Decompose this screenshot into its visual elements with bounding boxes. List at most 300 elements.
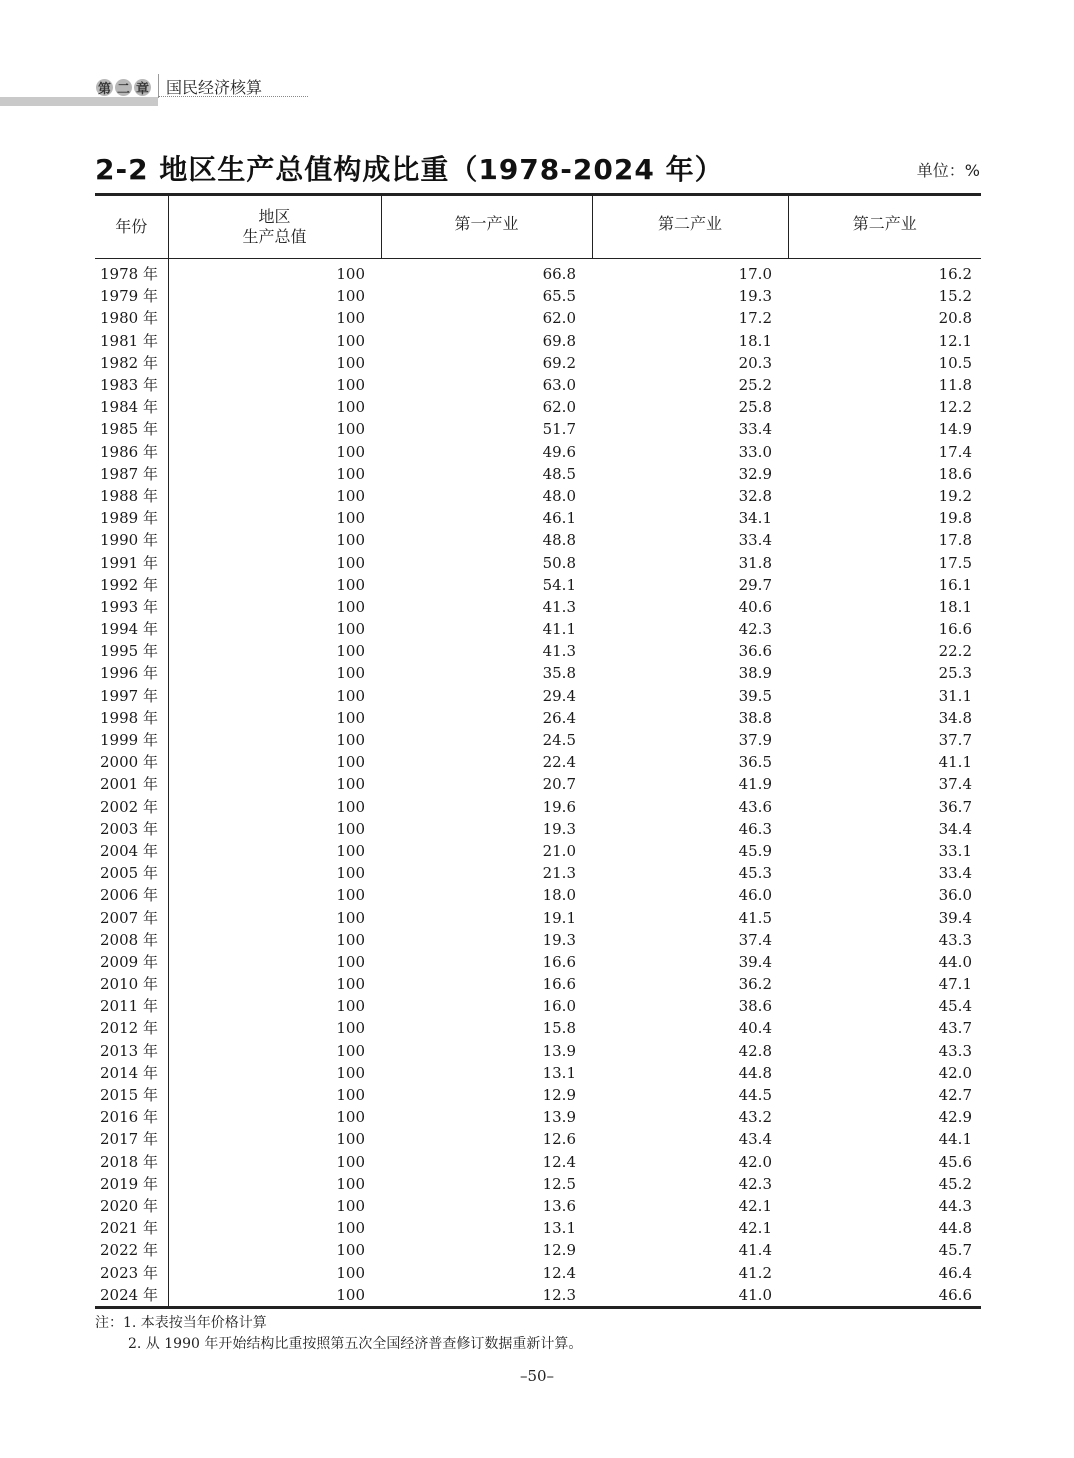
chapter-name: 国民经济核算 [166,78,263,97]
value-cell: 100 [336,753,365,772]
year-cell: 1982 年 [95,352,168,374]
value-cell: 45.2 [938,1174,972,1193]
value-cell: 63.0 [542,376,576,395]
value-cell: 37.4 [938,775,972,794]
table-row [95,1195,981,1217]
chapter-badge-char: 二 [115,79,132,96]
year-cell: 2023 年 [95,1261,168,1283]
year-cell: 2016 年 [95,1106,168,1128]
page-number: –50– [519,1367,555,1385]
value-cell: 69.8 [542,331,576,350]
year-cell: 1990 年 [95,529,168,551]
year-cell: 1997 年 [95,685,168,707]
table-row [95,618,981,640]
value-cell: 33.1 [938,841,972,860]
table-row [95,374,981,396]
table-row [95,973,981,995]
table-row [95,285,981,307]
value-cell: 36.6 [738,642,772,661]
value-cell: 18.1 [938,597,972,616]
table-row [95,818,981,840]
value-cell: 100 [336,975,365,994]
value-cell: 100 [336,1241,365,1260]
value-cell: 36.0 [938,886,972,905]
year-cell: 2015 年 [95,1084,168,1106]
value-cell: 16.6 [542,975,576,994]
value-cell: 38.6 [738,997,772,1016]
value-cell: 100 [336,553,365,572]
value-cell: 32.8 [738,486,772,505]
value-cell: 21.0 [542,841,576,860]
value-cell: 33.4 [738,531,772,550]
table-row [95,1017,981,1039]
value-cell: 45.6 [938,1152,972,1171]
value-cell: 45.7 [938,1241,972,1260]
value-cell: 100 [336,1263,365,1282]
value-cell: 12.9 [542,1086,576,1105]
value-cell: 17.2 [738,309,772,328]
value-cell: 33.4 [738,420,772,439]
value-cell: 42.0 [738,1152,772,1171]
value-cell: 100 [336,841,365,860]
value-cell: 62.0 [542,398,576,417]
year-cell: 2024 年 [95,1284,168,1308]
value-cell: 42.0 [938,1063,972,1082]
year-cell: 2010 年 [95,973,168,995]
value-cell: 32.9 [738,464,772,483]
year-cell: 1981 年 [95,330,168,352]
table-row [95,574,981,596]
table-row [95,751,981,773]
table-row [95,1084,981,1106]
value-cell: 18.0 [542,886,576,905]
value-cell: 44.3 [938,1196,972,1215]
value-cell: 46.4 [938,1263,972,1282]
table-row [95,507,981,529]
table-row [95,773,981,795]
value-cell: 29.7 [738,575,772,594]
value-cell: 43.7 [938,1019,972,1038]
value-cell: 47.1 [938,975,972,994]
value-cell: 21.3 [542,864,576,883]
table-row [95,352,981,374]
page-title: 2-2 地区生产总值构成比重（1978-2024 年） [95,153,724,186]
table-row [95,1173,981,1195]
value-cell: 26.4 [542,708,576,727]
value-cell: 100 [336,886,365,905]
year-cell: 1989 年 [95,507,168,529]
value-cell: 31.1 [938,686,972,705]
year-cell: 1986 年 [95,441,168,463]
value-cell: 46.1 [542,509,576,528]
header-region-line2: 生产总值 [242,227,307,246]
year-cell: 1979 年 [95,285,168,307]
value-cell: 13.6 [542,1196,576,1215]
value-cell: 43.2 [738,1108,772,1127]
table-row [95,1261,981,1283]
value-cell: 100 [336,442,365,461]
year-cell: 1999 年 [95,729,168,751]
year-cell: 1994 年 [95,618,168,640]
value-cell: 48.0 [542,486,576,505]
value-cell: 100 [336,1063,365,1082]
value-cell: 20.7 [542,775,576,794]
table-row [95,796,981,818]
value-cell: 39.4 [938,908,972,927]
year-cell: 2008 年 [95,929,168,951]
table-row [95,1040,981,1062]
year-cell: 2019 年 [95,1173,168,1195]
notes [95,1313,582,1355]
table-row [95,951,981,973]
value-cell: 15.8 [542,1019,576,1038]
value-cell: 14.9 [938,420,972,439]
value-cell: 41.0 [738,1285,772,1304]
value-cell: 19.2 [938,486,972,505]
value-cell: 100 [336,775,365,794]
value-cell: 18.6 [938,464,972,483]
year-cell: 2021 年 [95,1217,168,1239]
data-table [95,193,981,1309]
year-cell: 2003 年 [95,818,168,840]
value-cell: 41.3 [542,642,576,661]
value-cell: 42.8 [738,1041,772,1060]
value-cell: 100 [336,1086,365,1105]
year-cell: 2017 年 [95,1128,168,1150]
value-cell: 16.0 [542,997,576,1016]
value-cell: 19.6 [542,797,576,816]
unit-label: 单位：% [916,161,980,180]
table-row [95,929,981,951]
header-region-line1: 地区 [258,207,291,226]
table-row [95,1062,981,1084]
header-tertiary: 第二产业 [788,195,981,259]
value-cell: 11.8 [938,376,972,395]
value-cell: 34.4 [938,819,972,838]
table-row [95,485,981,507]
value-cell: 36.2 [738,975,772,994]
year-cell: 1996 年 [95,662,168,684]
value-cell: 100 [336,997,365,1016]
year-cell: 2020 年 [95,1195,168,1217]
value-cell: 37.7 [938,731,972,750]
value-cell: 51.7 [542,420,576,439]
value-cell: 19.1 [542,908,576,927]
value-cell: 100 [336,287,365,306]
value-cell: 100 [336,265,365,284]
table-row [95,1239,981,1261]
table-row [95,662,981,684]
value-cell: 48.8 [542,531,576,550]
value-cell: 13.1 [542,1063,576,1082]
table-row [95,840,981,862]
value-cell: 49.6 [542,442,576,461]
value-cell: 46.0 [738,886,772,905]
value-cell: 44.0 [938,952,972,971]
value-cell: 22.4 [542,753,576,772]
year-cell: 2009 年 [95,951,168,973]
value-cell: 100 [336,819,365,838]
value-cell: 33.4 [938,864,972,883]
value-cell: 17.5 [938,553,972,572]
year-cell: 1980 年 [95,307,168,329]
value-cell: 19.3 [542,930,576,949]
year-cell: 2000 年 [95,751,168,773]
year-cell: 2012 年 [95,1017,168,1039]
value-cell: 41.1 [938,753,972,772]
value-cell: 65.5 [542,287,576,306]
value-cell: 41.4 [738,1241,772,1260]
value-cell: 34.8 [938,708,972,727]
value-cell: 100 [336,952,365,971]
value-cell: 34.1 [738,509,772,528]
value-cell: 100 [336,531,365,550]
table-row [95,729,981,751]
year-cell: 2001 年 [95,773,168,795]
year-cell: 2018 年 [95,1151,168,1173]
value-cell: 42.3 [738,1174,772,1193]
value-cell: 19.8 [938,509,972,528]
value-cell: 100 [336,597,365,616]
chapter-separator [158,74,159,98]
value-cell: 43.6 [738,797,772,816]
value-cell: 17.0 [738,265,772,284]
value-cell: 37.4 [738,930,772,949]
value-cell: 20.3 [738,353,772,372]
value-cell: 12.6 [542,1130,576,1149]
value-cell: 42.1 [738,1196,772,1215]
value-cell: 12.5 [542,1174,576,1193]
table-row [95,307,981,329]
value-cell: 40.6 [738,597,772,616]
table-row [95,995,981,1017]
value-cell: 100 [336,620,365,639]
table-row [95,263,981,285]
value-cell: 44.5 [738,1086,772,1105]
year-cell: 2014 年 [95,1062,168,1084]
year-cell: 1985 年 [95,418,168,440]
value-cell: 43.3 [938,930,972,949]
value-cell: 33.0 [738,442,772,461]
value-cell: 100 [336,864,365,883]
table-row [95,1217,981,1239]
value-cell: 44.8 [738,1063,772,1082]
table-row [95,463,981,485]
table-row [95,906,981,928]
value-cell: 41.2 [738,1263,772,1282]
value-cell: 12.4 [542,1263,576,1282]
year-cell: 1995 年 [95,640,168,662]
value-cell: 46.3 [738,819,772,838]
year-cell: 2005 年 [95,862,168,884]
year-cell: 2002 年 [95,796,168,818]
value-cell: 100 [336,575,365,594]
value-cell: 42.7 [938,1086,972,1105]
year-cell: 1978 年 [95,263,168,285]
value-cell: 45.3 [738,864,772,883]
value-cell: 25.2 [738,376,772,395]
value-cell: 38.9 [738,664,772,683]
value-cell: 100 [336,486,365,505]
value-cell: 15.2 [938,287,972,306]
value-cell: 24.5 [542,731,576,750]
value-cell: 43.4 [738,1130,772,1149]
chapter-badge [96,76,151,98]
note-2: 2. 从 1990 年开始结构比重按照第五次全国经济普查修订数据重新计算。 [128,1336,583,1352]
value-cell: 48.5 [542,464,576,483]
value-cell: 19.3 [542,819,576,838]
value-cell: 100 [336,664,365,683]
year-cell: 1992 年 [95,574,168,596]
chapter-band [0,97,158,106]
value-cell: 36.5 [738,753,772,772]
table-row [95,596,981,618]
table-body [95,259,981,1308]
value-cell: 100 [336,420,365,439]
table-row [95,529,981,551]
value-cell: 17.4 [938,442,972,461]
table-row [95,1128,981,1150]
value-cell: 38.8 [738,708,772,727]
value-cell: 35.8 [542,664,576,683]
value-cell: 44.1 [938,1130,972,1149]
value-cell: 100 [336,1130,365,1149]
year-cell: 2004 年 [95,840,168,862]
year-cell: 1983 年 [95,374,168,396]
table-row [95,862,981,884]
table-row [95,884,981,906]
value-cell: 100 [336,731,365,750]
year-cell: 1987 年 [95,463,168,485]
value-cell: 36.7 [938,797,972,816]
table-row [95,640,981,662]
table-row [95,441,981,463]
value-cell: 42.3 [738,620,772,639]
year-cell: 1991 年 [95,551,168,573]
value-cell: 100 [336,930,365,949]
value-cell: 25.8 [738,398,772,417]
year-cell: 1993 年 [95,596,168,618]
value-cell: 100 [336,1285,365,1304]
value-cell: 25.3 [938,664,972,683]
value-cell: 42.1 [738,1219,772,1238]
value-cell: 45.4 [938,997,972,1016]
chapter-rule [158,96,308,97]
value-cell: 39.5 [738,686,772,705]
value-cell: 100 [336,1019,365,1038]
value-cell: 62.0 [542,309,576,328]
value-cell: 13.9 [542,1108,576,1127]
value-cell: 12.1 [938,331,972,350]
table-row [95,330,981,352]
table-row [95,418,981,440]
value-cell: 100 [336,797,365,816]
value-cell: 50.8 [542,553,576,572]
table-row [95,551,981,573]
value-cell: 100 [336,509,365,528]
table-row [95,396,981,418]
chapter-badge-char: 第 [96,79,113,96]
value-cell: 41.3 [542,597,576,616]
note-1: 注：1. 本表按当年价格计算 [95,1315,267,1331]
value-cell: 31.8 [738,553,772,572]
value-cell: 100 [336,1196,365,1215]
value-cell: 41.9 [738,775,772,794]
header-primary: 第一产业 [381,195,592,259]
year-cell: 1988 年 [95,485,168,507]
value-cell: 44.8 [938,1219,972,1238]
value-cell: 16.6 [938,620,972,639]
value-cell: 17.8 [938,531,972,550]
value-cell: 54.1 [542,575,576,594]
value-cell: 45.9 [738,841,772,860]
header-year: 年份 [95,195,168,259]
header-secondary: 第二产业 [592,195,788,259]
value-cell: 100 [336,1174,365,1193]
table-header-row [95,195,981,259]
year-cell: 2007 年 [95,906,168,928]
chapter-badge-char: 章 [134,79,151,96]
value-cell: 29.4 [542,686,576,705]
value-cell: 100 [336,1219,365,1238]
value-cell: 20.8 [938,309,972,328]
value-cell: 16.1 [938,575,972,594]
value-cell: 19.3 [738,287,772,306]
value-cell: 42.9 [938,1108,972,1127]
value-cell: 100 [336,708,365,727]
value-cell: 12.3 [542,1285,576,1304]
value-cell: 100 [336,1152,365,1171]
value-cell: 100 [336,1041,365,1060]
value-cell: 100 [336,331,365,350]
value-cell: 40.4 [738,1019,772,1038]
year-cell: 2013 年 [95,1040,168,1062]
year-cell: 2006 年 [95,884,168,906]
table-row [95,685,981,707]
year-cell: 1998 年 [95,707,168,729]
value-cell: 46.6 [938,1285,972,1304]
value-cell: 43.3 [938,1041,972,1060]
value-cell: 100 [336,908,365,927]
header-region-gdp [168,195,381,259]
value-cell: 22.2 [938,642,972,661]
value-cell: 13.9 [542,1041,576,1060]
value-cell: 100 [336,398,365,417]
value-cell: 18.1 [738,331,772,350]
value-cell: 100 [336,309,365,328]
value-cell: 41.1 [542,620,576,639]
value-cell: 69.2 [542,353,576,372]
value-cell: 100 [336,642,365,661]
table-row [95,1284,981,1308]
value-cell: 100 [336,464,365,483]
value-cell: 100 [336,686,365,705]
table-row [95,1106,981,1128]
value-cell: 37.9 [738,731,772,750]
value-cell: 100 [336,1108,365,1127]
table-row [95,1151,981,1173]
value-cell: 12.4 [542,1152,576,1171]
value-cell: 100 [336,376,365,395]
value-cell: 16.6 [542,952,576,971]
value-cell: 41.5 [738,908,772,927]
value-cell: 10.5 [938,353,972,372]
table-row [95,707,981,729]
value-cell: 13.1 [542,1219,576,1238]
value-cell: 100 [336,353,365,372]
value-cell: 39.4 [738,952,772,971]
value-cell: 66.8 [542,265,576,284]
